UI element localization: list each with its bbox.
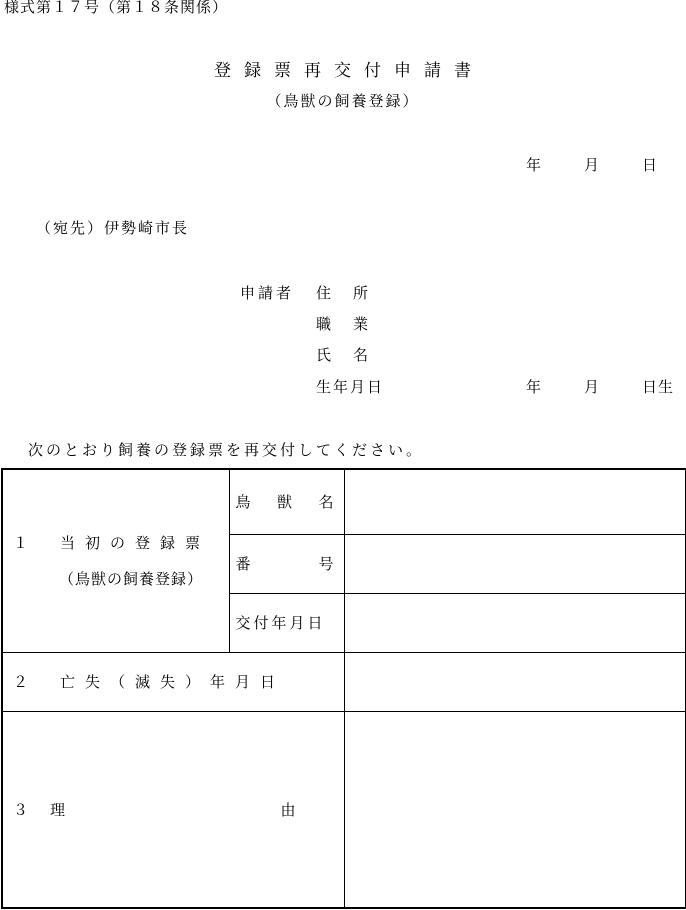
birth-day-label: 日生 — [642, 378, 675, 396]
issue-date-input-cell[interactable] — [344, 593, 686, 652]
address-field-label: 住所 — [316, 284, 391, 302]
name-field-label: 氏名 — [316, 346, 391, 364]
applicant-label: 申請者 — [240, 284, 295, 302]
number-label-char: 号 — [318, 555, 334, 573]
item3-label-left: 理 — [50, 800, 66, 819]
item1-heading — [13, 532, 229, 553]
occupation-field-label: 職業 — [316, 315, 391, 333]
issue-date-label: 交付年月日 — [235, 614, 326, 632]
item2-number: ２ — [13, 673, 39, 691]
birth-month-label: 月 — [584, 378, 600, 396]
date-day-label: 日 — [642, 156, 658, 174]
application-table — [1, 468, 686, 909]
birth-year-label: 年 — [526, 378, 542, 396]
species-label-char: 鳥 — [235, 493, 251, 512]
number-label-cell — [229, 534, 344, 593]
item3-label-cell — [2, 711, 344, 908]
item1-label: 当初の登録票 — [60, 534, 211, 553]
addressee: （宛先）伊勢崎市長 — [36, 219, 190, 237]
document-title: 登録票再交付申請書 — [214, 61, 484, 81]
species-label-cell — [229, 469, 344, 534]
species-label-char: 名 — [318, 493, 334, 512]
item3-number: ３ — [13, 800, 29, 819]
birthdate-field-label: 生年月日 — [316, 378, 385, 396]
date-month-label: 月 — [584, 156, 600, 174]
item3-label-right: 由 — [280, 800, 296, 819]
issue-date-label-cell — [229, 593, 344, 652]
item1-number: １ — [13, 534, 39, 553]
reason-input-cell[interactable] — [344, 711, 686, 908]
item2-label: 亡失（滅失）年月日 — [60, 673, 286, 691]
number-label-char: 番 — [235, 555, 251, 573]
item1-sublabel: （鳥獣の飼養登録） — [59, 570, 204, 589]
form-number-label: 様式第１７号（第１８条関係） — [4, 0, 229, 16]
loss-date-input-cell[interactable] — [344, 652, 686, 711]
date-year-label: 年 — [526, 156, 542, 174]
document-subtitle: （鳥獣の飼養登録） — [266, 92, 420, 110]
item2-label-cell — [2, 652, 344, 711]
item1-label-cell — [2, 469, 229, 652]
species-label-char: 獣 — [276, 493, 292, 512]
number-input-cell[interactable] — [344, 534, 686, 593]
species-input-cell[interactable] — [344, 469, 686, 534]
request-statement: 次のとおり飼養の登録票を再交付してください。 — [28, 441, 425, 459]
